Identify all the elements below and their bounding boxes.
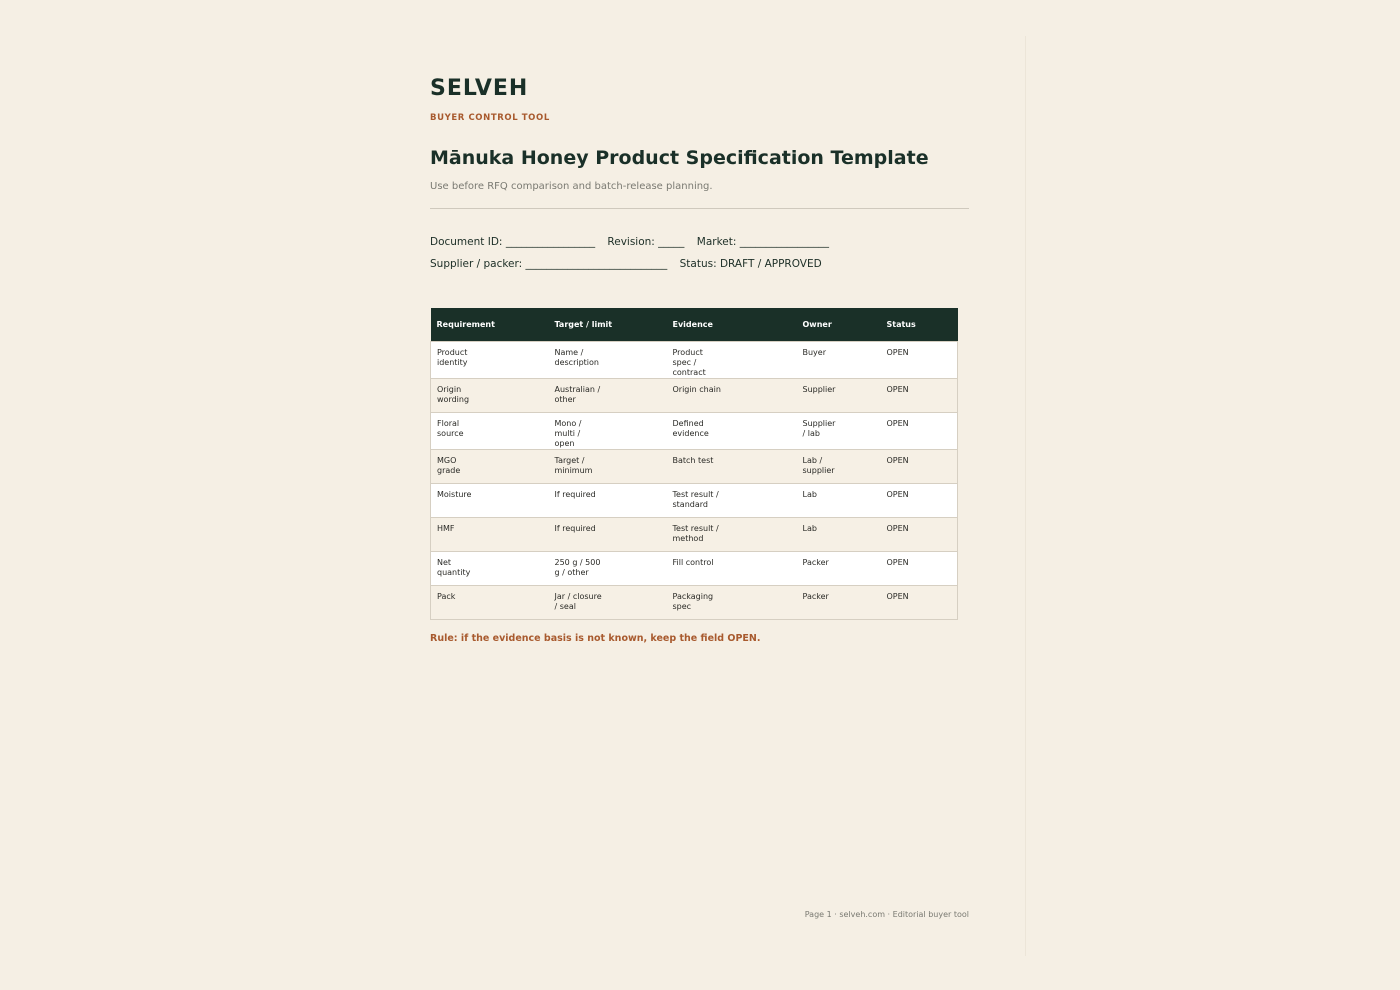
cell-evidence: Origin chain bbox=[667, 379, 797, 413]
cell-evidence: Product spec / contract bbox=[667, 342, 797, 379]
cell-target: If required bbox=[549, 518, 667, 552]
cell-evidence: Test result / standard bbox=[667, 484, 797, 518]
document-kicker: BUYER CONTROL TOOL bbox=[430, 113, 550, 123]
document-id-field[interactable] bbox=[430, 236, 598, 248]
cell-owner: Packer bbox=[797, 586, 881, 620]
cell-requirement: HMF bbox=[431, 518, 549, 552]
cell-target: Name / description bbox=[549, 342, 667, 379]
brand-logo: SELVEH bbox=[430, 76, 529, 101]
cell-owner: Lab bbox=[797, 484, 881, 518]
revision-label: Revision: bbox=[607, 236, 655, 248]
table-header-row bbox=[431, 308, 958, 342]
cell-status: OPEN bbox=[881, 552, 958, 586]
supplier-label: Supplier / packer: bbox=[430, 258, 523, 270]
table-row bbox=[431, 379, 958, 413]
cell-evidence: Test result / method bbox=[667, 518, 797, 552]
cell-requirement: Origin wording bbox=[431, 379, 549, 413]
cell-target: 250 g / 500 g / other bbox=[549, 552, 667, 586]
cell-target: Mono / multi / open bbox=[549, 413, 667, 450]
table-row bbox=[431, 518, 958, 552]
cell-evidence: Packaging spec bbox=[667, 586, 797, 620]
cell-owner: Packer bbox=[797, 552, 881, 586]
cell-status: OPEN bbox=[881, 450, 958, 484]
market-blank[interactable]: _________________ bbox=[739, 236, 829, 248]
table-row bbox=[431, 586, 958, 620]
meta-line-1 bbox=[430, 236, 838, 248]
meta-line-2 bbox=[430, 258, 831, 270]
cell-target: Target / minimum bbox=[549, 450, 667, 484]
table-row bbox=[431, 552, 958, 586]
cell-status: OPEN bbox=[881, 484, 958, 518]
cell-target: Australian / other bbox=[549, 379, 667, 413]
cell-status: OPEN bbox=[881, 342, 958, 379]
cell-target: Jar / closure / seal bbox=[549, 586, 667, 620]
cell-evidence: Batch test bbox=[667, 450, 797, 484]
cell-status: OPEN bbox=[881, 413, 958, 450]
rule-note: Rule: if the evidence basis is not known, keep the field OPEN. bbox=[430, 633, 761, 644]
cell-requirement: Product identity bbox=[431, 342, 549, 379]
cell-status: OPEN bbox=[881, 379, 958, 413]
cell-requirement: Moisture bbox=[431, 484, 549, 518]
cell-owner: Buyer bbox=[797, 342, 881, 379]
cell-requirement: MGO grade bbox=[431, 450, 549, 484]
page-edge bbox=[1025, 36, 1026, 956]
supplier-blank[interactable]: ___________________________ bbox=[525, 258, 668, 270]
header-requirement: Requirement bbox=[431, 308, 549, 342]
page-footer: Page 1 · selveh.com · Editorial buyer tool bbox=[804, 910, 969, 919]
header-owner: Owner bbox=[797, 308, 881, 342]
document-id-blank[interactable]: _________________ bbox=[505, 236, 596, 248]
table-row bbox=[431, 413, 958, 450]
cell-requirement: Floral source bbox=[431, 413, 549, 450]
header-divider bbox=[430, 208, 969, 209]
table-row bbox=[431, 484, 958, 518]
document-id-label: Document ID: bbox=[430, 236, 503, 248]
cell-evidence: Defined evidence bbox=[667, 413, 797, 450]
header-target-limit: Target / limit bbox=[549, 308, 667, 342]
cell-requirement: Net quantity bbox=[431, 552, 549, 586]
cell-owner: Lab bbox=[797, 518, 881, 552]
cell-owner: Supplier / lab bbox=[797, 413, 881, 450]
table-row bbox=[431, 342, 958, 379]
cell-owner: Lab / supplier bbox=[797, 450, 881, 484]
market-field[interactable] bbox=[697, 236, 829, 248]
status-field: Status: DRAFT / APPROVED bbox=[679, 258, 822, 270]
cell-requirement: Pack bbox=[431, 586, 549, 620]
cell-owner: Supplier bbox=[797, 379, 881, 413]
market-label: Market: bbox=[696, 236, 737, 248]
page-subtitle: Use before RFQ comparison and batch-release planning. bbox=[430, 181, 713, 192]
supplier-field[interactable] bbox=[430, 258, 671, 270]
cell-status: OPEN bbox=[881, 518, 958, 552]
specification-table bbox=[430, 308, 958, 620]
cell-evidence: Fill control bbox=[667, 552, 797, 586]
header-status: Status bbox=[881, 308, 958, 342]
revision-field[interactable] bbox=[607, 236, 687, 248]
cell-status: OPEN bbox=[881, 586, 958, 620]
header-evidence: Evidence bbox=[667, 308, 797, 342]
revision-blank[interactable]: _____ bbox=[658, 236, 685, 248]
page-title: Mānuka Honey Product Specification Template bbox=[430, 147, 929, 169]
table-row bbox=[431, 450, 958, 484]
cell-target: If required bbox=[549, 484, 667, 518]
